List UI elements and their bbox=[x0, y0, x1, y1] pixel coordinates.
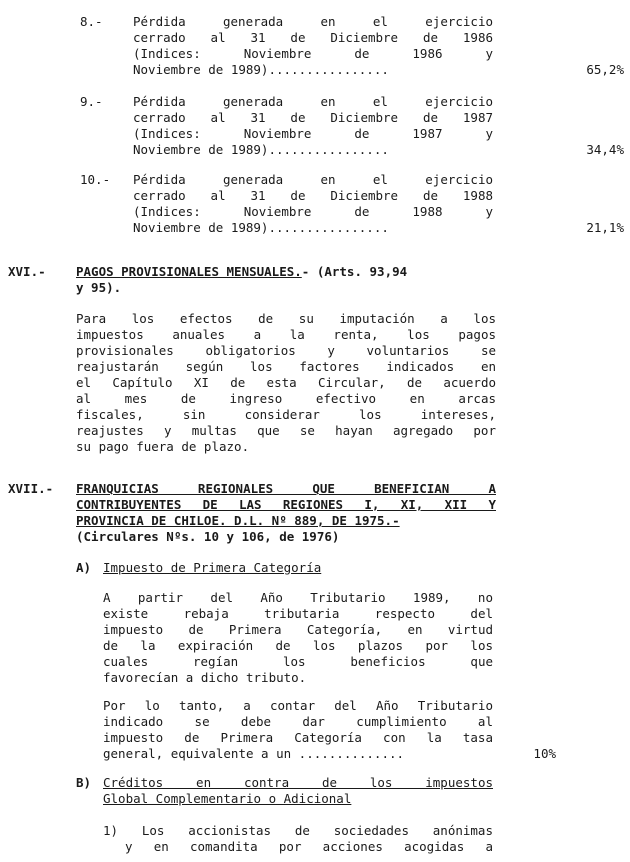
paragraph-line: reajustes y multas que se hayan agregado por bbox=[76, 423, 496, 438]
loss-line: Noviembre de 1989)................ bbox=[133, 142, 389, 157]
paragraph-line: favorecían a dicho tributo. bbox=[103, 670, 307, 685]
paragraph-line: 1) Los accionistas de sociedades anónimas bbox=[103, 823, 493, 838]
loss-line: cerrado al 31 de Diciembre de 1987 bbox=[133, 110, 493, 125]
loss-line: (Indices: Noviembre de 1987 y bbox=[133, 126, 493, 141]
paragraph-line: A partir del Año Tributario 1989, no bbox=[103, 590, 493, 605]
loss-line: Pérdida generada en el ejercicio bbox=[133, 94, 493, 109]
paragraph-line: Por lo tanto, a contar del Año Tributario bbox=[103, 698, 493, 713]
loss-percentage-10: 21,1% bbox=[586, 220, 624, 235]
loss-line: Noviembre de 1989)................ bbox=[133, 220, 389, 235]
subsection-title-line: Global Complementario o Adicional bbox=[103, 791, 352, 806]
section-title-line: CONTRIBUYENTES DE LAS REGIONES I, XI, XII Y bbox=[76, 497, 496, 512]
loss-line: Noviembre de 1989)................ bbox=[133, 62, 389, 77]
loss-line: cerrado al 31 de Diciembre de 1988 bbox=[133, 188, 493, 203]
paragraph-line: de la expiración de los plazos por los bbox=[103, 638, 493, 653]
paragraph-line: indicado se debe dar cumplimiento al bbox=[103, 714, 493, 729]
paragraph-line: existe rebaja tributaria respecto del bbox=[103, 606, 493, 621]
loss-item-9 bbox=[80, 94, 500, 160]
paragraph-line: provisionales obligatorios y voluntarios se bbox=[76, 343, 496, 358]
loss-percentage-9: 34,4% bbox=[586, 142, 624, 157]
loss-line: Pérdida generada en el ejercicio bbox=[133, 14, 493, 29]
paragraph-line: reajustarán según los factores indicados en bbox=[76, 359, 496, 374]
paragraph-line: y en comandita por acciones acogidas a bbox=[125, 839, 493, 854]
section-number-xvii: XVII.- bbox=[8, 481, 54, 496]
paragraph-line: impuesto de Primera Categoría con la tasa bbox=[103, 730, 493, 745]
loss-item-10 bbox=[80, 172, 500, 238]
loss-item-number: 9.- bbox=[80, 94, 103, 109]
paragraph-line: el Capítulo XI de esta Circular, de acuerdo bbox=[76, 375, 496, 390]
section-title-line: FRANQUICIAS REGIONALES QUE BENEFICIAN A bbox=[76, 481, 496, 496]
loss-line: cerrado al 31 de Diciembre de 1986 bbox=[133, 30, 493, 45]
paragraph-line: Para los efectos de su imputación a los bbox=[76, 311, 496, 326]
section-number-xvi: XVI.- bbox=[8, 264, 46, 279]
loss-line: (Indices: Noviembre de 1986 y bbox=[133, 46, 493, 61]
loss-item-number: 10.- bbox=[80, 172, 111, 187]
subsection-b-item-1 bbox=[103, 823, 493, 855]
paragraph-line: al mes de ingreso efectivo en arcas bbox=[76, 391, 496, 406]
section-title-xvii bbox=[76, 481, 496, 545]
paragraph-line: impuesto de Primera Categoría, en virtud bbox=[103, 622, 493, 637]
subsection-label-b: B) bbox=[76, 775, 92, 790]
paragraph-line: cuales regían los beneficios que bbox=[103, 654, 493, 669]
loss-line: Pérdida generada en el ejercicio bbox=[133, 172, 493, 187]
section-subtitle: (Circulares Nºs. 10 y 106, de 1976) bbox=[76, 529, 340, 544]
section-title-line2: y 95). bbox=[76, 280, 122, 295]
section-title-rest: - (Arts. 93,94 bbox=[301, 264, 408, 279]
subsection-title-a: Impuesto de Primera Categoría bbox=[103, 560, 322, 575]
section-paragraph-xvi bbox=[76, 311, 496, 455]
subsection-title-line: Créditos en contra de los impuestos bbox=[103, 775, 493, 790]
loss-item-number: 8.- bbox=[80, 14, 103, 29]
paragraph-line: general, equivalente a un .............. bbox=[103, 746, 405, 761]
section-title-main: PAGOS PROVISIONALES MENSUALES. bbox=[76, 264, 302, 279]
subsection-a-paragraph-1 bbox=[103, 590, 493, 686]
paragraph-line: impuestos anuales a la renta, los pagos bbox=[76, 327, 496, 342]
loss-item-8 bbox=[80, 14, 500, 80]
paragraph-line: su pago fuera de plazo. bbox=[76, 439, 250, 454]
section-title-xvi bbox=[76, 264, 496, 296]
loss-line: (Indices: Noviembre de 1988 y bbox=[133, 204, 493, 219]
subsection-title-b bbox=[103, 775, 493, 807]
tax-rate-percentage: 10% bbox=[533, 746, 556, 761]
subsection-a-paragraph-2 bbox=[103, 698, 493, 762]
subsection-label-a: A) bbox=[76, 560, 92, 575]
section-title-line: PROVINCIA DE CHILOE. D.L. Nº 889, DE 1975.- bbox=[76, 513, 400, 528]
paragraph-line: fiscales, sin considerar los intereses, bbox=[76, 407, 496, 422]
loss-percentage-8: 65,2% bbox=[586, 62, 624, 77]
